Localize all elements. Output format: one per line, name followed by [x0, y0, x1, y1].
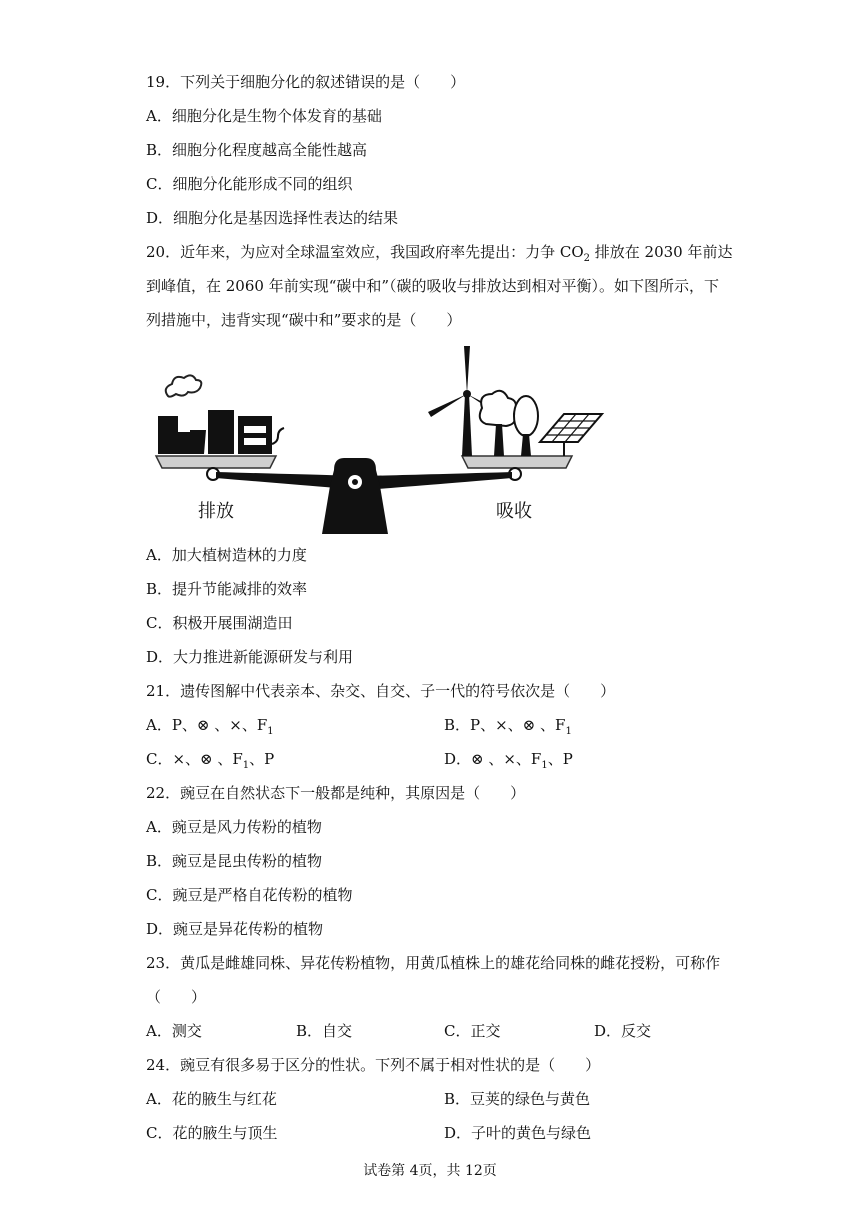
co2-subscript: 2	[583, 253, 591, 264]
q21-option-c-tail: 、P	[249, 750, 275, 768]
f1-subscript: 1	[541, 760, 548, 771]
q19-stem: 19．下列关于细胞分化的叙述错误的是（ ）	[146, 73, 466, 91]
q24-option-a: A．花的腋生与红花	[146, 1090, 277, 1108]
q24-option-b: B．豆荚的绿色与黄色	[444, 1090, 591, 1108]
q21-stem: 21．遗传图解中代表亲本、杂交、自交、子一代的符号依次是（ ）	[146, 682, 616, 700]
factory-icon	[158, 375, 284, 454]
q21-option-d	[444, 749, 573, 769]
q21-option-c	[146, 749, 274, 769]
q22-stem: 22．豌豆在自然状态下一般都是纯种，其原因是（ ）	[146, 784, 526, 802]
q20-stem-line3: 列措施中，违背实现“碳中和”要求的是（ ）	[146, 311, 462, 329]
q21-option-c-text: C．×、⊗ 、F	[146, 750, 243, 768]
carbon-balance-figure	[150, 344, 620, 534]
q22-option-b: B．豌豆是昆虫传粉的植物	[146, 852, 323, 870]
q19-option-c: C．细胞分化能形成不同的组织	[146, 175, 353, 193]
q21-option-d-text: D．⊗ 、×、F	[444, 750, 542, 768]
left-pan	[156, 456, 276, 468]
q22-option-d: D．豌豆是异花传粉的植物	[146, 920, 324, 938]
q23-option-b: B．自交	[296, 1022, 353, 1040]
q20-option-b: B．提升节能减排的效率	[146, 580, 308, 598]
scale-base	[322, 458, 388, 534]
balance-scale-illustration	[150, 344, 620, 534]
q24-option-d: D．子叶的黄色与绿色	[444, 1124, 592, 1142]
q24-option-c: C．花的腋生与顶生	[146, 1124, 278, 1142]
q22-option-a: A．豌豆是风力传粉的植物	[146, 818, 322, 836]
q20-stem-line2: 到峰值，在 2060 年前实现“碳中和”（碳的吸收与排放达到相对平衡）。如下图所示，下	[146, 277, 720, 295]
q23-option-d: D．反交	[594, 1022, 652, 1040]
tree-icon	[480, 391, 538, 456]
q21-option-b	[444, 715, 572, 735]
q22-option-c: C．豌豆是严格自花传粉的植物	[146, 886, 353, 904]
page-footer: 试卷第 4页，共 12页	[363, 1163, 497, 1179]
q21-option-b-text: B．P、×、⊗ 、F	[444, 716, 566, 734]
q19-option-d: D．细胞分化是基因选择性表达的结果	[146, 209, 399, 227]
q24-stem: 24．豌豆有很多易于区分的性状。下列不属于相对性状的是（ ）	[146, 1056, 601, 1074]
q20-stem-line1	[146, 242, 733, 262]
absorption-label: 吸收	[496, 501, 532, 522]
q20-option-d: D．大力推进新能源研发与利用	[146, 648, 354, 666]
q21-option-a-text: A．P、⊗ 、×、F	[146, 716, 268, 734]
q20-option-c: C．积极开展围湖造田	[146, 614, 293, 632]
q20-stem-line1-a: 20．近年来，为应对全球温室效应，我国政府率先提出：力争 CO	[146, 243, 584, 261]
q20-stem-line1-b: 排放在 2030 年前达	[590, 243, 733, 261]
q19-option-b: B．细胞分化程度越高全能性越高	[146, 141, 368, 159]
q23-stem-line2: （ ）	[146, 988, 207, 1006]
q23-option-c: C．正交	[444, 1022, 501, 1040]
f1-subscript: 1	[242, 760, 250, 771]
q21-option-a	[146, 715, 274, 735]
emission-label: 排放	[198, 501, 234, 522]
q23-option-a: A．测交	[146, 1022, 202, 1040]
f1-subscript: 1	[267, 726, 274, 737]
right-pan	[462, 456, 572, 468]
f1-subscript: 1	[565, 726, 572, 737]
q21-option-d-tail: 、P	[547, 750, 573, 768]
q19-option-a: A．细胞分化是生物个体发育的基础	[146, 107, 382, 125]
q23-stem-line1: 23．黄瓜是雌雄同株、异花传粉植物，用黄瓜植株上的雄花给同株的雌花授粉，可称作	[146, 954, 721, 972]
q20-option-a: A．加大植树造林的力度	[146, 546, 307, 564]
solar-panel-icon	[540, 414, 602, 456]
